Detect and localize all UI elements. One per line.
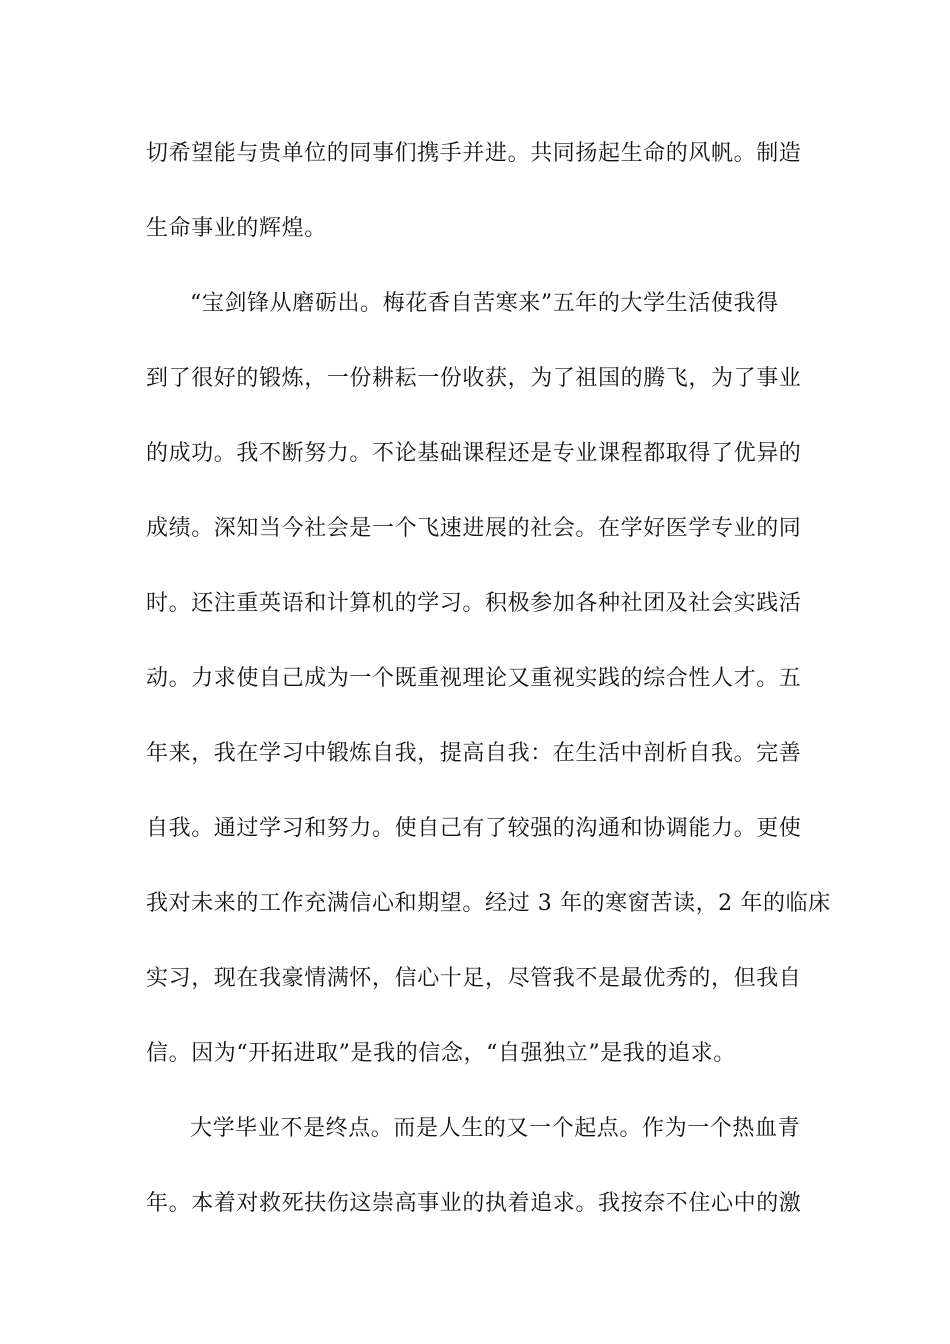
text-line: 年来，我在学习中锻炼自我，提高自我：在生活中剖析自我。完善: [146, 741, 802, 766]
paragraph-first-line: 大学毕业不是终点。而是人生的又一个起点。作为一个热血青: [190, 1116, 801, 1141]
text-line: 切希望能与贵单位的同事们携手并进。共同扬起生命的风帆。制造: [146, 141, 802, 166]
text-line: 动。力求使自己成为一个既重视理论又重视实践的综合性人才。五: [146, 666, 802, 691]
text-line: 的成功。我不断努力。不论基础课程还是专业课程都取得了优异的: [146, 441, 802, 466]
text-line: 我对未来的工作充满信心和期望。经过 3 年的寒窗苦读，2 年的临床: [146, 891, 831, 916]
text-line: 实习，现在我豪情满怀，信心十足，尽管我不是最优秀的，但我自: [146, 966, 802, 991]
text-line: 自我。通过学习和努力。使自己有了较强的沟通和协调能力。更使: [146, 816, 802, 841]
paragraph-first-line: “宝剑锋从磨砺出。梅花香自苦寒来”五年的大学生活使我得: [190, 291, 779, 316]
text-line: 生命事业的辉煌。: [146, 216, 327, 241]
text-line: 成绩。深知当今社会是一个飞速进展的社会。在学好医学专业的同: [146, 516, 802, 541]
text-line: 时。还注重英语和计算机的学习。积极参加各种社团及社会实践活: [146, 591, 802, 616]
text-line: 年。本着对救死扶伤这崇高事业的执着追求。我按奈不住心中的激: [146, 1191, 802, 1216]
text-line: 信。因为“开拓进取”是我的信念，“自强独立”是我的追求。: [146, 1041, 736, 1066]
text-line: 到了很好的锻炼，一份耕耘一份收获，为了祖国的腾飞，为了事业: [146, 366, 802, 391]
